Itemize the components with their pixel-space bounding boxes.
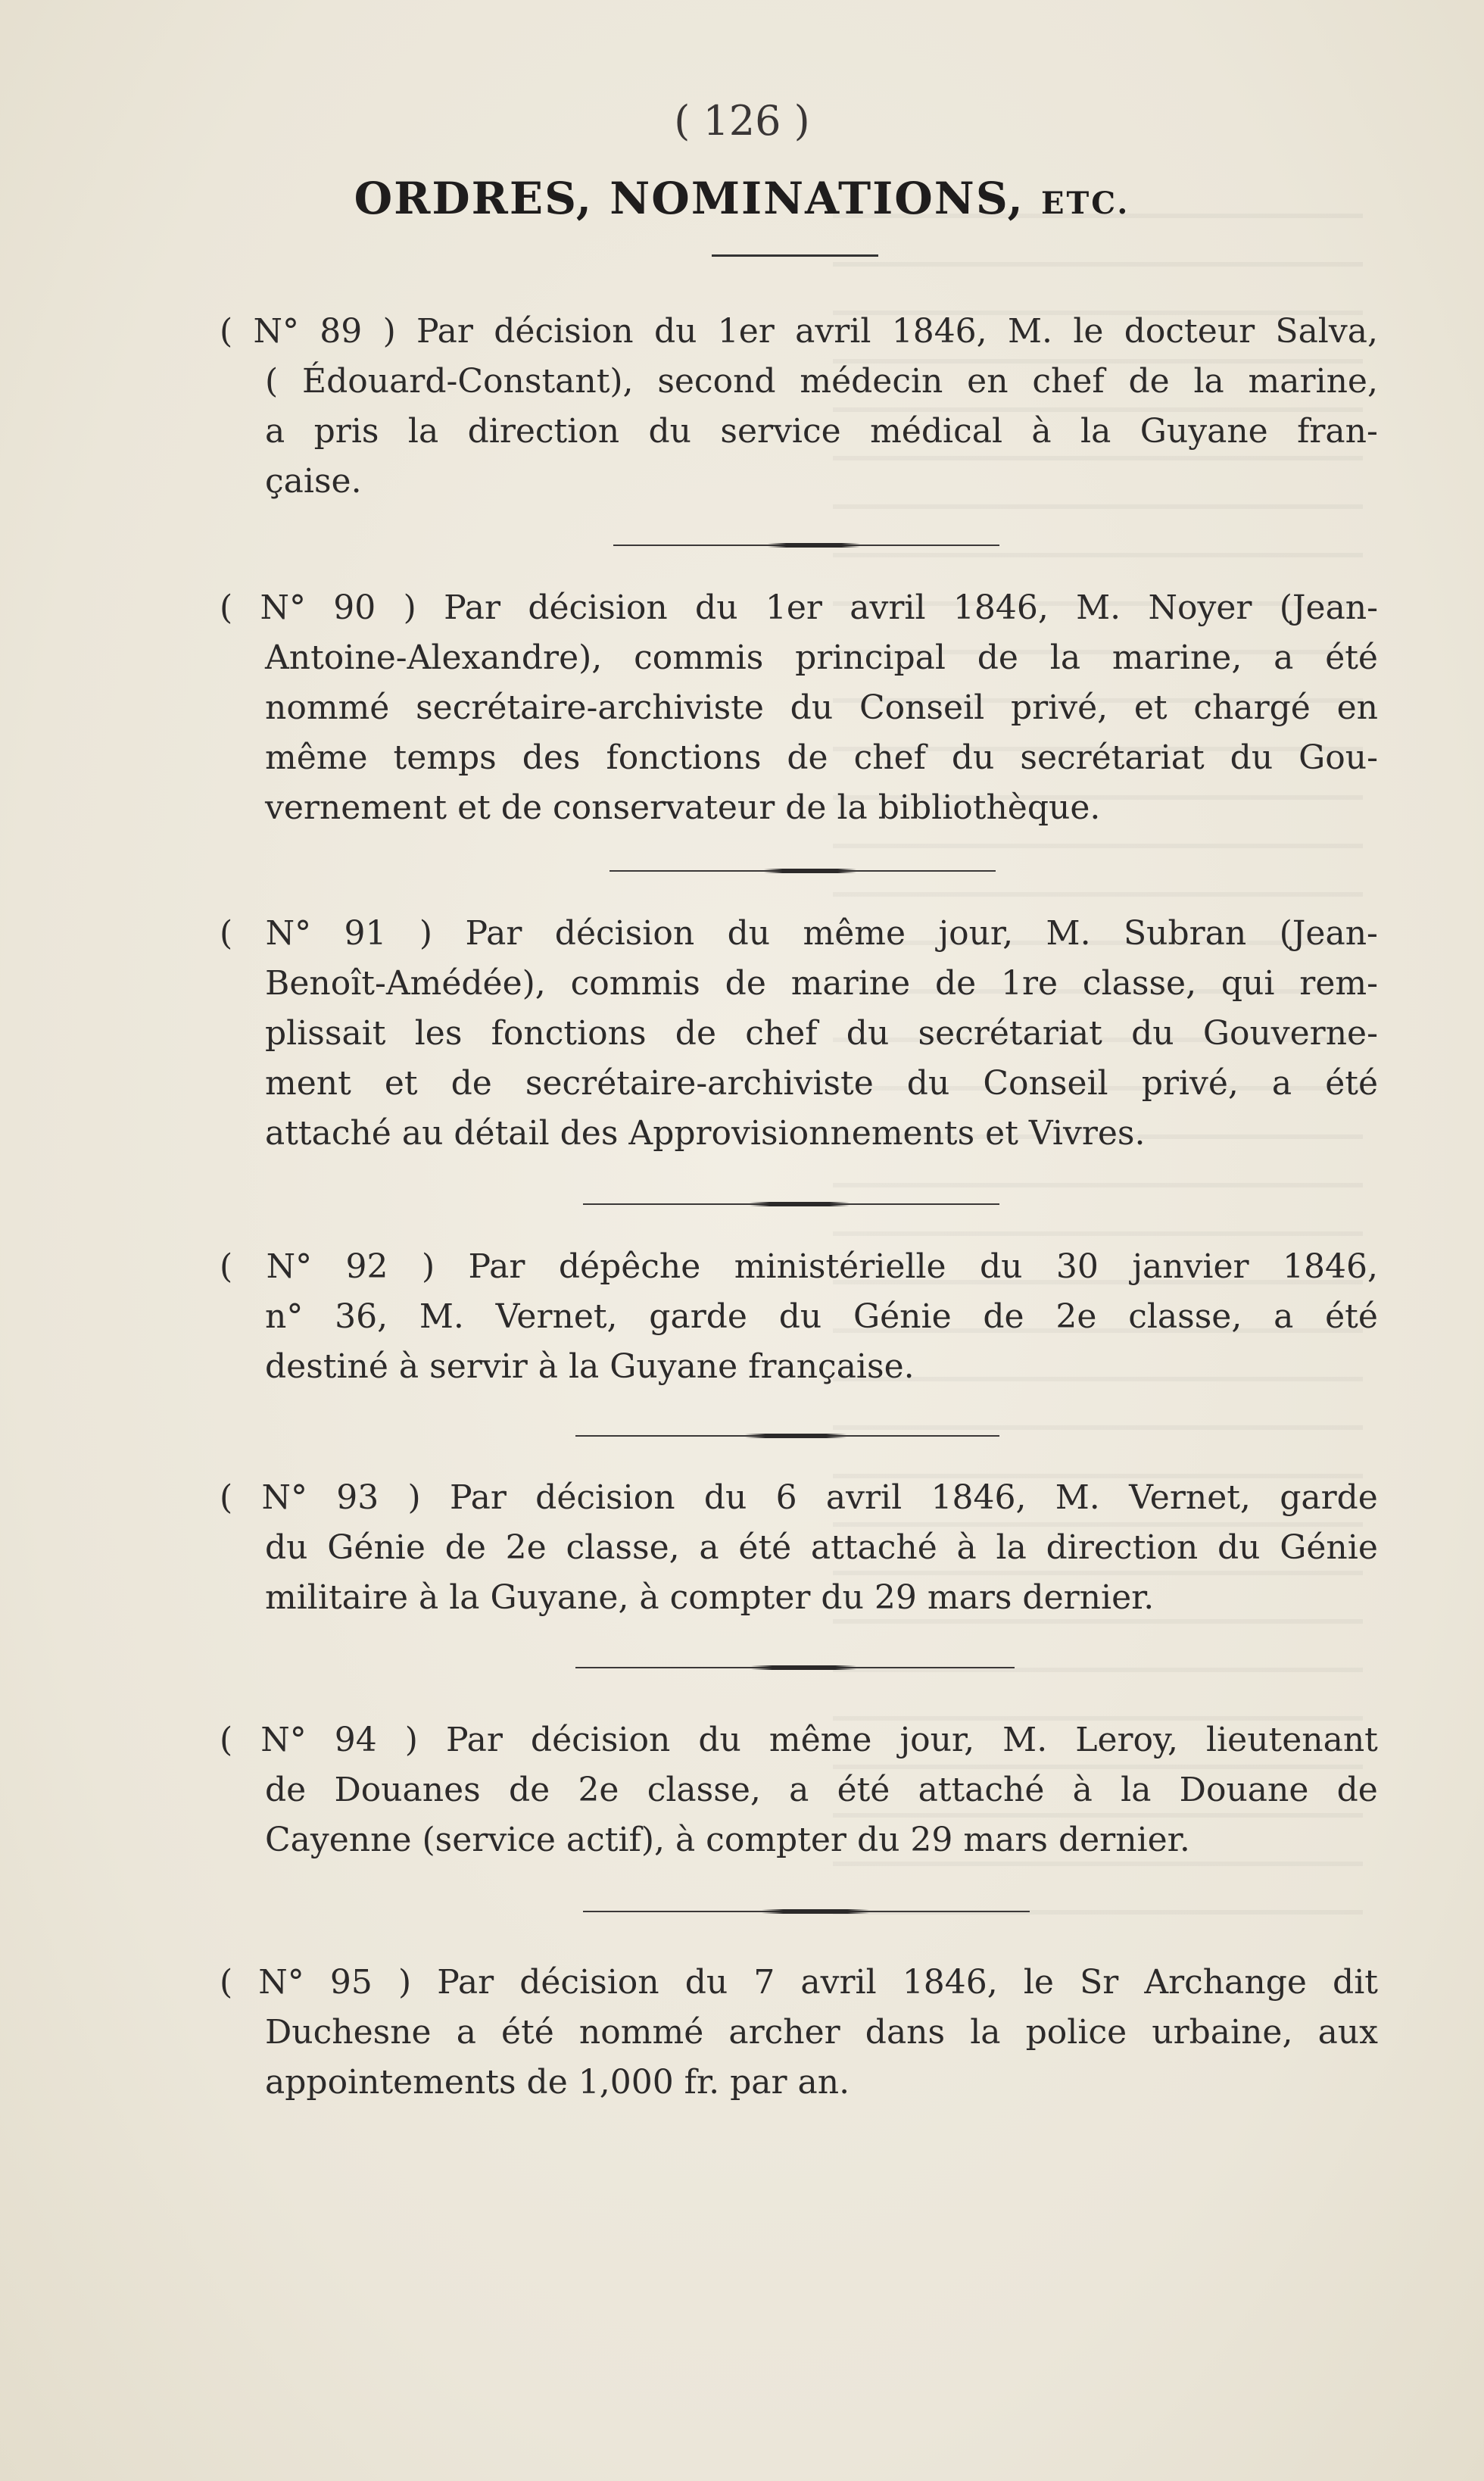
entry-word: même bbox=[768, 1721, 872, 1759]
entry-word: secrétariat bbox=[1020, 738, 1205, 777]
entry-word: chef bbox=[853, 738, 926, 777]
entry-word: N° bbox=[261, 1478, 307, 1517]
entry-text: attaché au détail des Approvisionnements et Vivres. bbox=[265, 1114, 1146, 1153]
separator-rule bbox=[613, 544, 999, 547]
entry-word: a bbox=[265, 412, 285, 451]
entry-line bbox=[220, 583, 1378, 633]
entry-word: du bbox=[727, 914, 771, 953]
entry-word: Vernet, bbox=[495, 1297, 618, 1336]
entry-word: 94 bbox=[334, 1721, 377, 1759]
entry-word: Gou- bbox=[1298, 738, 1378, 777]
entry-word: garde bbox=[649, 1297, 747, 1336]
section-title-etc: ETC. bbox=[1041, 186, 1130, 221]
entry-word: 1er bbox=[717, 312, 775, 351]
entry-word: 1846, bbox=[891, 312, 987, 351]
entry-word: docteur bbox=[1124, 312, 1255, 351]
entry-word: ( bbox=[220, 588, 233, 627]
entry-line bbox=[220, 407, 1378, 457]
entry-line bbox=[220, 633, 1378, 683]
entry-word: 2e bbox=[1055, 1297, 1097, 1336]
entry-word: lieutenant bbox=[1206, 1721, 1378, 1759]
entry-word: du bbox=[695, 588, 738, 627]
entry-word: M. bbox=[1046, 914, 1091, 953]
entry-line bbox=[220, 1523, 1378, 1573]
entry-word: avril bbox=[800, 1963, 877, 2002]
entry-word: Génie bbox=[327, 1528, 426, 1567]
entry-word: N° bbox=[266, 1247, 313, 1286]
entry-word: Antoine-Alexandre), bbox=[265, 638, 603, 677]
entry-word: à bbox=[1031, 412, 1052, 451]
entry-line bbox=[220, 1473, 1378, 1523]
entry-word: Salva, bbox=[1275, 312, 1378, 351]
entry-word: attaché bbox=[810, 1528, 937, 1567]
entry-word: 1er bbox=[765, 588, 822, 627]
entry-word: le bbox=[1023, 1963, 1054, 2002]
entry-word: Par bbox=[444, 588, 500, 627]
entry-word: Gouverne- bbox=[1202, 1014, 1378, 1053]
entry-word: en bbox=[1336, 688, 1378, 727]
entry-word: secrétaire-archiviste bbox=[416, 688, 764, 727]
entry-word: les bbox=[414, 1014, 463, 1053]
entry-word: fonctions bbox=[491, 1014, 647, 1053]
entry-line bbox=[220, 1109, 1378, 1159]
entry-word: la bbox=[1080, 412, 1111, 451]
entry-line bbox=[220, 959, 1378, 1009]
entry-93 bbox=[220, 1473, 1378, 1623]
entry-word: N° bbox=[253, 312, 299, 351]
entry-word: dit bbox=[1333, 1963, 1378, 2002]
entry-word: en bbox=[967, 362, 1009, 401]
entry-word: été bbox=[1325, 1297, 1378, 1336]
entry-word: Conseil bbox=[859, 688, 985, 727]
entry-word: attaché bbox=[918, 1771, 1045, 1809]
entry-word: ministérielle bbox=[734, 1247, 946, 1286]
entry-word: Duchesne bbox=[265, 2013, 432, 2052]
entry-word: Par bbox=[449, 1478, 507, 1517]
entry-word: décision bbox=[530, 1721, 671, 1759]
entry-word: de bbox=[1128, 362, 1170, 401]
entry-word: police bbox=[1025, 2013, 1127, 2052]
entry-line bbox=[220, 1815, 1378, 1865]
entry-word: Vernet, bbox=[1129, 1478, 1251, 1517]
entry-word: janvier bbox=[1132, 1247, 1249, 1286]
entry-word: fran- bbox=[1297, 412, 1378, 451]
entry-text: militaire à la Guyane, à compter du 29 mars dernier. bbox=[265, 1578, 1155, 1617]
entry-word: marine, bbox=[1248, 362, 1378, 401]
entry-word: Douanes bbox=[334, 1771, 481, 1809]
entry-line bbox=[220, 1715, 1378, 1765]
entry-word: ) bbox=[419, 914, 433, 953]
entry-word: la bbox=[1121, 1771, 1152, 1809]
page-number: ( 126 ) bbox=[674, 97, 810, 145]
entry-91 bbox=[220, 909, 1378, 1159]
separator-rule bbox=[583, 1910, 1030, 1913]
entry-90 bbox=[220, 583, 1378, 833]
entry-word: classe, bbox=[1128, 1297, 1242, 1336]
entry-word: privé, bbox=[1141, 1064, 1239, 1103]
entry-word: de bbox=[977, 638, 1018, 677]
entry-word: marine bbox=[790, 964, 911, 1003]
entry-word: du bbox=[1131, 1014, 1174, 1053]
entry-line bbox=[220, 683, 1378, 733]
entry-word: ( bbox=[220, 1963, 233, 2002]
entry-word: a bbox=[789, 1771, 809, 1809]
entry-word: et bbox=[1133, 688, 1168, 727]
entry-word: 1846, bbox=[1282, 1247, 1378, 1286]
entry-word: 1re bbox=[1001, 964, 1058, 1003]
entry-word: Par bbox=[465, 914, 522, 953]
entry-word: été bbox=[501, 2013, 554, 2052]
entry-word: de bbox=[444, 1528, 486, 1567]
entry-word: même bbox=[265, 738, 368, 777]
entry-word: du bbox=[1217, 1528, 1261, 1567]
entry-word: garde bbox=[1280, 1478, 1378, 1517]
entry-word: des bbox=[522, 738, 581, 777]
entry-line bbox=[220, 1765, 1378, 1815]
entry-word: 95 bbox=[329, 1963, 373, 2002]
entry-word: Édouard-Constant), bbox=[301, 362, 634, 401]
entry-word: ) bbox=[407, 1478, 421, 1517]
entry-word: décision bbox=[494, 312, 634, 351]
entry-word: ment bbox=[265, 1064, 351, 1103]
entry-word: nommé bbox=[578, 2013, 704, 2052]
entry-word: du bbox=[951, 738, 995, 777]
entry-word: 1846, bbox=[931, 1478, 1027, 1517]
entry-text: destiné à servir à la Guyane française. bbox=[265, 1347, 915, 1386]
entry-word: archer bbox=[728, 2013, 840, 2052]
entry-word: second bbox=[657, 362, 776, 401]
entry-word: Génie bbox=[853, 1297, 952, 1336]
entry-word: de bbox=[450, 1064, 492, 1103]
entry-word: urbaine, bbox=[1152, 2013, 1293, 2052]
entry-word: à bbox=[1072, 1771, 1093, 1809]
entry-word: de bbox=[983, 1297, 1024, 1336]
entry-word: commis bbox=[570, 964, 700, 1003]
entry-word: du bbox=[778, 1297, 822, 1336]
entry-word: rem- bbox=[1299, 964, 1378, 1003]
entry-word: Sr bbox=[1080, 1963, 1119, 2002]
entry-line bbox=[220, 783, 1378, 833]
entry-word: du bbox=[648, 412, 692, 451]
entry-line bbox=[220, 909, 1378, 959]
entry-92 bbox=[220, 1242, 1378, 1392]
entry-word: 93 bbox=[336, 1478, 379, 1517]
entry-word: classe, bbox=[647, 1771, 761, 1809]
entry-line bbox=[220, 1342, 1378, 1392]
entry-word: le bbox=[1073, 312, 1104, 351]
entry-word: N° bbox=[260, 1721, 307, 1759]
separator-rule bbox=[610, 869, 996, 872]
entry-line bbox=[220, 307, 1378, 357]
entry-line bbox=[220, 733, 1378, 783]
entry-word: de bbox=[265, 1771, 307, 1809]
entry-line bbox=[220, 357, 1378, 407]
entry-89 bbox=[220, 307, 1378, 507]
entry-line bbox=[220, 1958, 1378, 2008]
entry-94 bbox=[220, 1715, 1378, 1865]
entry-word: 6 bbox=[775, 1478, 797, 1517]
entry-word: du bbox=[698, 1721, 741, 1759]
entry-word: du bbox=[684, 1963, 728, 2002]
entry-word: été bbox=[1325, 1064, 1378, 1103]
section-title bbox=[0, 173, 1484, 224]
entry-word: ) bbox=[404, 1721, 418, 1759]
entry-word: décision bbox=[554, 914, 695, 953]
entry-word: ) bbox=[398, 1963, 412, 2002]
entry-word: Par bbox=[416, 312, 473, 351]
entry-word: du bbox=[653, 312, 697, 351]
entry-word: chef bbox=[745, 1014, 818, 1053]
entry-word: 90 bbox=[333, 588, 376, 627]
entry-word: 91 bbox=[344, 914, 387, 953]
entry-word: temps bbox=[393, 738, 497, 777]
entry-word: 92 bbox=[345, 1247, 388, 1286]
entry-text: çaise. bbox=[265, 462, 362, 501]
entry-word: fonctions bbox=[606, 738, 762, 777]
entry-word: ( bbox=[220, 1721, 233, 1759]
entry-word: dans bbox=[865, 2013, 946, 2052]
separator-rule bbox=[575, 1434, 999, 1437]
entry-word: direction bbox=[467, 412, 620, 451]
entry-word: du bbox=[1230, 738, 1274, 777]
entry-word: service bbox=[720, 412, 841, 451]
entry-word: la bbox=[1193, 362, 1224, 401]
entry-word: Benoît-Amédée), bbox=[265, 964, 546, 1003]
entry-word: ( bbox=[265, 362, 279, 401]
entry-word: du bbox=[846, 1014, 890, 1053]
entry-word: M. bbox=[1055, 1478, 1100, 1517]
entry-word: a bbox=[1271, 1064, 1292, 1103]
entry-word: ) bbox=[382, 312, 396, 351]
entry-word: décision bbox=[535, 1478, 675, 1517]
entry-word: M. bbox=[1007, 312, 1053, 351]
entry-word: du bbox=[979, 1247, 1023, 1286]
entry-word: 89 bbox=[320, 312, 363, 351]
entry-word: jour, bbox=[899, 1721, 975, 1759]
entry-line bbox=[220, 1009, 1378, 1059]
entry-word: 2e bbox=[578, 1771, 619, 1809]
entry-word: du bbox=[906, 1064, 950, 1103]
separator-rule bbox=[575, 1666, 1015, 1669]
entry-line bbox=[220, 1292, 1378, 1342]
entry-95 bbox=[220, 1958, 1378, 2108]
entry-word: a bbox=[456, 2013, 476, 2052]
entry-word: dépêche bbox=[558, 1247, 701, 1286]
entry-word: avril bbox=[825, 1478, 903, 1517]
entry-line bbox=[220, 2008, 1378, 2058]
entry-word: médical bbox=[870, 412, 1003, 451]
entry-word: Par bbox=[445, 1721, 503, 1759]
entry-word: de bbox=[787, 738, 828, 777]
entry-word: pris bbox=[313, 412, 379, 451]
entry-word: de bbox=[934, 964, 977, 1003]
entry-line bbox=[220, 1242, 1378, 1292]
entry-word: Douane bbox=[1179, 1771, 1309, 1809]
entry-word: 7 bbox=[753, 1963, 775, 2002]
entry-line bbox=[220, 2058, 1378, 2108]
entry-word: été bbox=[738, 1528, 792, 1567]
entry-word: été bbox=[837, 1771, 890, 1809]
entry-word: plissait bbox=[265, 1014, 386, 1053]
entry-word: classe, bbox=[566, 1528, 680, 1567]
entry-word: commis bbox=[634, 638, 764, 677]
entry-word: privé, bbox=[1010, 688, 1108, 727]
entry-line bbox=[220, 457, 1378, 507]
entry-word: ( bbox=[220, 1478, 233, 1517]
entry-word: (Jean- bbox=[1279, 914, 1378, 953]
entry-word: même bbox=[803, 914, 906, 953]
entry-word: N° bbox=[260, 588, 306, 627]
entry-word: principal bbox=[795, 638, 946, 677]
entry-word: a bbox=[699, 1528, 719, 1567]
title-rule bbox=[712, 254, 878, 257]
entry-word: n° bbox=[265, 1297, 304, 1336]
entry-word: ( bbox=[220, 1247, 233, 1286]
entry-word: décision bbox=[528, 588, 668, 627]
entry-word: ( bbox=[220, 914, 233, 953]
entry-word: Génie bbox=[1280, 1528, 1378, 1567]
entry-text: Cayenne (service actif), à compter du 29 mars dernier. bbox=[265, 1821, 1190, 1859]
entry-word: du bbox=[790, 688, 834, 727]
entry-word: 1846, bbox=[952, 588, 1049, 627]
entry-word: Par bbox=[437, 1963, 494, 2002]
entry-word: de bbox=[1336, 1771, 1378, 1809]
entry-word: chef bbox=[1032, 362, 1105, 401]
entry-word: ) bbox=[403, 588, 416, 627]
entry-word: M. bbox=[1076, 588, 1121, 627]
entry-word: direction bbox=[1046, 1528, 1199, 1567]
entry-word: de bbox=[725, 964, 766, 1003]
entry-word: de bbox=[508, 1771, 550, 1809]
entry-word: Subran bbox=[1123, 914, 1247, 953]
entry-word: décision bbox=[519, 1963, 659, 2002]
entry-word: 36, bbox=[335, 1297, 388, 1336]
entry-word: 30 bbox=[1055, 1247, 1099, 1286]
entry-word: ) bbox=[421, 1247, 435, 1286]
separator-rule bbox=[583, 1203, 999, 1206]
entry-word: Noyer bbox=[1148, 588, 1252, 627]
entry-word: Conseil bbox=[983, 1064, 1108, 1103]
entry-word: M. bbox=[419, 1297, 464, 1336]
entry-word: avril bbox=[795, 312, 871, 351]
entry-word: Par bbox=[468, 1247, 525, 1286]
entry-word: secrétaire-archiviste bbox=[525, 1064, 874, 1103]
entry-word: Leroy, bbox=[1075, 1721, 1178, 1759]
entry-word: chargé bbox=[1193, 688, 1311, 727]
entry-word: N° bbox=[265, 914, 312, 953]
entry-word: qui bbox=[1221, 964, 1275, 1003]
entry-word: la bbox=[996, 1528, 1027, 1567]
entry-word: a bbox=[1274, 1297, 1294, 1336]
entry-text: vernement et de conservateur de la bibliothèque. bbox=[265, 788, 1101, 827]
entry-word: à bbox=[956, 1528, 977, 1567]
entry-word: a bbox=[1274, 638, 1294, 677]
entry-word: du bbox=[703, 1478, 747, 1517]
entry-word: la bbox=[970, 2013, 1001, 2052]
entry-line bbox=[220, 1059, 1378, 1109]
entry-word: (Jean- bbox=[1279, 588, 1378, 627]
entry-word: la bbox=[1049, 638, 1081, 677]
entry-word: de bbox=[675, 1014, 717, 1053]
entry-word: et bbox=[384, 1064, 418, 1103]
entry-word: 1846, bbox=[902, 1963, 998, 2002]
entry-word: Guyane bbox=[1140, 412, 1268, 451]
entry-word: avril bbox=[850, 588, 926, 627]
entry-word: secrétariat bbox=[918, 1014, 1102, 1053]
entry-line bbox=[220, 1573, 1378, 1623]
entry-word: jour, bbox=[938, 914, 1014, 953]
section-title-text: ORDRES, NOMINATIONS, bbox=[354, 173, 1024, 224]
entry-text: appointements de 1,000 fr. par an. bbox=[265, 2063, 850, 2102]
entry-word: N° bbox=[258, 1963, 304, 2002]
entry-word: classe, bbox=[1082, 964, 1197, 1003]
entry-word: marine, bbox=[1111, 638, 1242, 677]
entry-word: ( bbox=[220, 312, 233, 351]
entry-word: la bbox=[407, 412, 439, 451]
entry-word: 2e bbox=[505, 1528, 547, 1567]
entry-word: nommé bbox=[265, 688, 390, 727]
entry-word: aux bbox=[1317, 2013, 1378, 2052]
entry-word: médecin bbox=[800, 362, 943, 401]
entry-word: été bbox=[1325, 638, 1378, 677]
entry-word: Archange bbox=[1144, 1963, 1307, 2002]
entry-word: M. bbox=[1002, 1721, 1048, 1759]
entry-word: du bbox=[265, 1528, 308, 1567]
